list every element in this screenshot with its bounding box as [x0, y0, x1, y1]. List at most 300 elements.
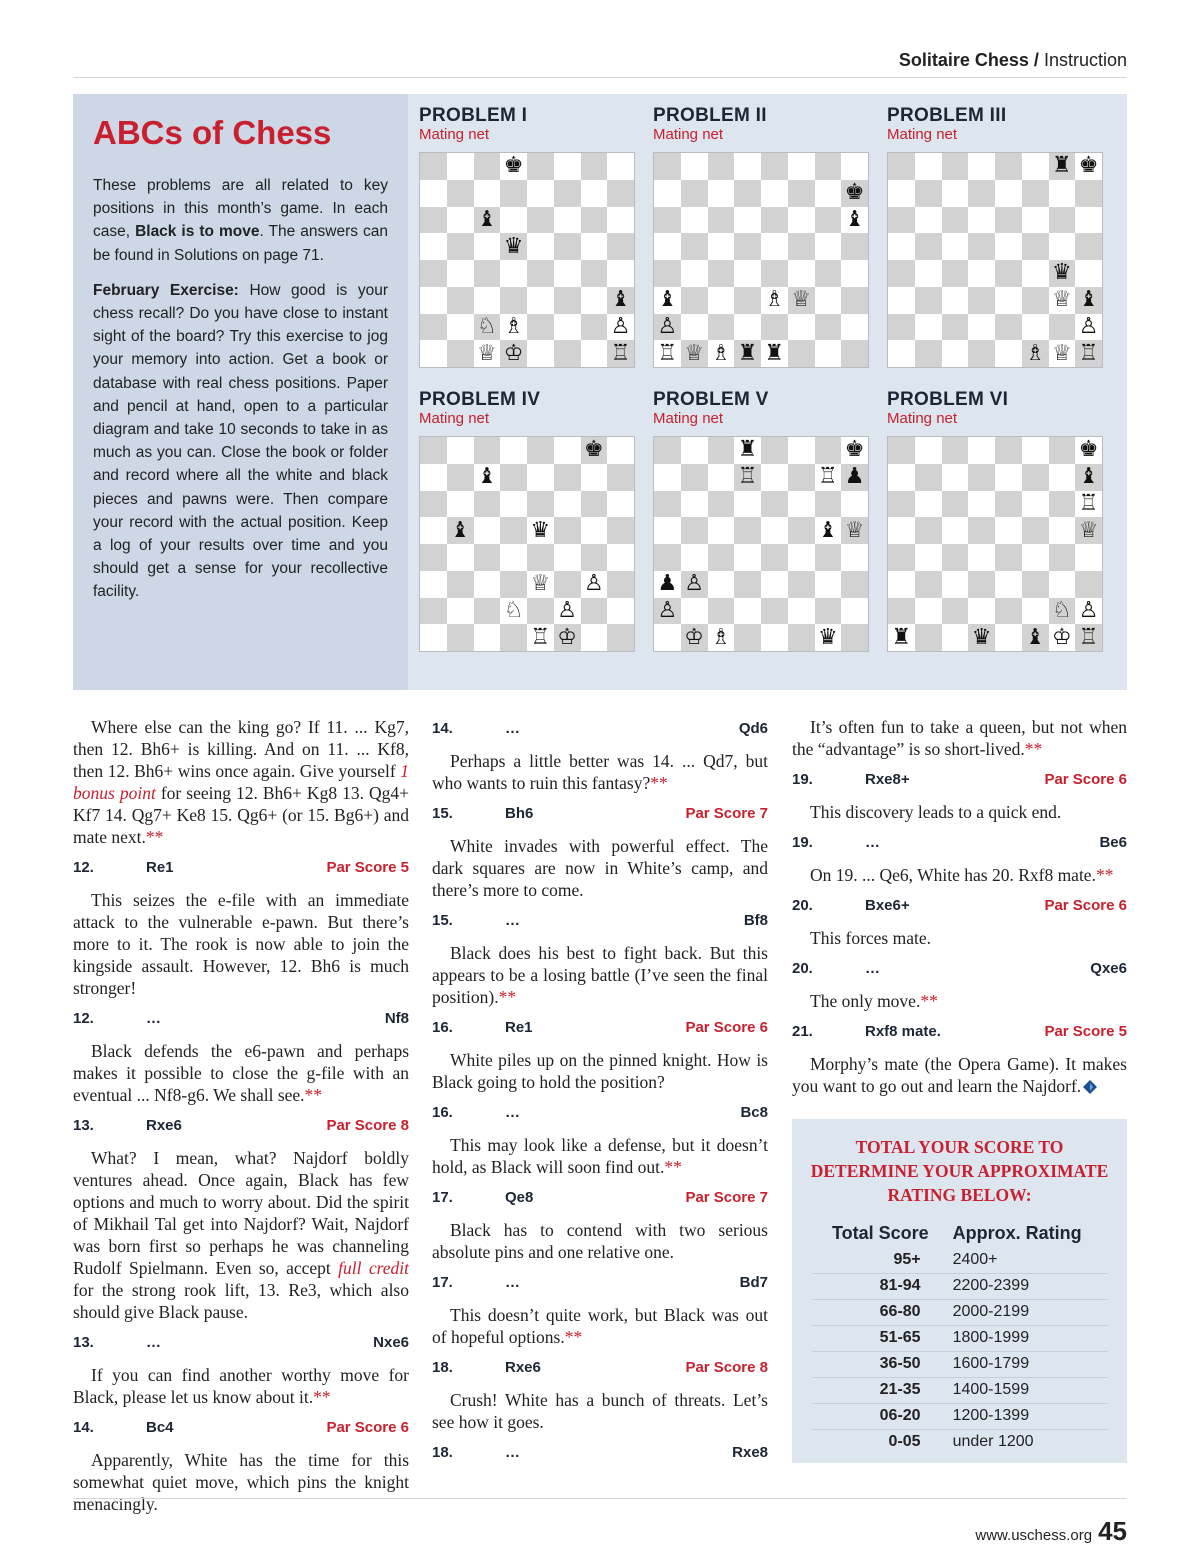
- board-square-h4: [841, 544, 868, 571]
- board-square-c5: [474, 233, 501, 260]
- board-square-a3: [654, 571, 681, 598]
- score-range: 66-80: [812, 1299, 953, 1325]
- table-row: [812, 1325, 1108, 1351]
- board-square-h1: [841, 340, 868, 367]
- board-square-b7: [915, 180, 942, 207]
- board-square-h6: [841, 207, 868, 234]
- board-square-b8: [915, 437, 942, 464]
- board-square-c5: [942, 233, 969, 260]
- board-square-d7: [500, 464, 527, 491]
- board-square-h2: [841, 598, 868, 625]
- board-square-g3: [1049, 571, 1076, 598]
- move-line: [432, 1442, 768, 1464]
- problem-subtitle: Mating net: [419, 126, 490, 143]
- paragraph: [432, 835, 768, 901]
- board-square-h6: [607, 207, 634, 234]
- board-square-b1: [681, 340, 708, 367]
- stars: **: [664, 1157, 682, 1177]
- board-square-e2: [995, 314, 1022, 341]
- board-square-d1: [734, 340, 761, 367]
- black-bishop-icon: ♝: [657, 287, 678, 313]
- black-bishop-icon: ♝: [844, 206, 865, 232]
- move: Qe8: [505, 1189, 534, 1206]
- board-square-b7: [681, 464, 708, 491]
- board-square-d1: [968, 624, 995, 651]
- chess-board: [653, 436, 869, 652]
- board-square-d1: [968, 340, 995, 367]
- board-square-e7: [761, 464, 788, 491]
- board-square-h4: [607, 260, 634, 287]
- black-queen-icon: ♛: [503, 233, 524, 259]
- board-square-e1: [527, 624, 554, 651]
- board-square-d3: [734, 287, 761, 314]
- board-square-f4: [1022, 260, 1049, 287]
- board-square-a7: [888, 464, 915, 491]
- black-king-icon: ♚: [1078, 153, 1099, 179]
- board-square-e7: [995, 464, 1022, 491]
- board-square-d6: [734, 491, 761, 518]
- board-square-g7: [815, 180, 842, 207]
- board-square-g8: [1049, 153, 1076, 180]
- board-square-g7: [1049, 464, 1076, 491]
- move: Rxe6: [505, 1359, 541, 1376]
- black-move: Nxe6: [373, 1334, 409, 1351]
- board-square-c7: [474, 180, 501, 207]
- board-square-d7: [500, 180, 527, 207]
- board-square-b6: [915, 207, 942, 234]
- problem-2: [653, 106, 869, 368]
- score-range: 06-20: [812, 1403, 953, 1429]
- exercise-paragraph: [93, 279, 388, 604]
- board-square-a4: [420, 260, 447, 287]
- board-square-d1: [734, 624, 761, 651]
- board-square-d5: [500, 233, 527, 260]
- white-rook-icon: ♖: [610, 340, 631, 366]
- board-square-b1: [447, 624, 474, 651]
- board-square-a6: [654, 207, 681, 234]
- board-square-b3: [447, 287, 474, 314]
- board-square-g4: [815, 544, 842, 571]
- text: White invades with powerful effect. The dark squares are now in White’s camp, and there’s more to come.: [432, 836, 768, 900]
- board-square-f6: [1022, 491, 1049, 518]
- board-square-e4: [761, 544, 788, 571]
- move-number: 12.: [73, 859, 94, 876]
- white-king-icon: ♔: [557, 624, 577, 650]
- move: Re1: [505, 1019, 533, 1036]
- board-square-c8: [474, 437, 501, 464]
- board-square-h5: [841, 517, 868, 544]
- board-square-g2: [581, 314, 608, 341]
- board-square-h2: [607, 314, 634, 341]
- board-square-b5: [915, 517, 942, 544]
- paragraph: [792, 990, 1127, 1012]
- intro-title: ABCs of Chess: [93, 114, 332, 151]
- board-square-g3: [815, 571, 842, 598]
- board-square-g7: [581, 180, 608, 207]
- paragraph: [432, 1304, 768, 1348]
- black-move: Be6: [1099, 834, 1127, 851]
- move: …: [865, 960, 880, 977]
- paragraph: [432, 1219, 768, 1263]
- problem-subtitle: Mating net: [887, 410, 958, 427]
- board-square-b2: [915, 314, 942, 341]
- board-square-g6: [581, 491, 608, 518]
- board-square-a6: [888, 207, 915, 234]
- problem-1: [419, 106, 635, 368]
- board-square-h1: [1075, 624, 1102, 651]
- board-square-f4: [788, 260, 815, 287]
- board-square-f5: [788, 517, 815, 544]
- board-square-h4: [1075, 544, 1102, 571]
- white-bishop-icon: ♗: [503, 313, 524, 339]
- board-square-c7: [474, 464, 501, 491]
- problem-subtitle: Mating net: [653, 410, 724, 427]
- board-square-g6: [815, 207, 842, 234]
- board-square-g4: [581, 544, 608, 571]
- score-range: 95+: [812, 1247, 953, 1273]
- board-square-b8: [681, 437, 708, 464]
- problem-title: PROBLEM V: [653, 389, 769, 410]
- problem-4: [419, 390, 635, 652]
- board-square-c1: [708, 340, 735, 367]
- board-square-c5: [708, 517, 735, 544]
- paragraph: [73, 1364, 409, 1408]
- text: What? I mean, what? Najdorf boldly ventures ahead. Once again, Black has few options and much to worry about. Did the spirit of Mikhail Tal get into Najdorf? Wait, Najdorf was born first so perhaps he was channeling Rudolf Spielmann. Even so, accept: [73, 1148, 409, 1278]
- black-rook-icon: ♜: [891, 624, 912, 650]
- chess-board: [419, 152, 635, 368]
- board-square-a2: [654, 314, 681, 341]
- board-square-e3: [995, 571, 1022, 598]
- rating-range: 1600-1799: [953, 1351, 1108, 1377]
- move-number: 21.: [792, 1023, 813, 1040]
- move: …: [505, 912, 520, 929]
- board-square-h6: [607, 491, 634, 518]
- move-line: [432, 803, 768, 825]
- board-square-h8: [1075, 153, 1102, 180]
- board-square-g3: [1049, 287, 1076, 314]
- score-rating-box: [792, 1119, 1127, 1463]
- par-score: Par Score 5: [326, 859, 409, 876]
- board-square-g4: [1049, 260, 1076, 287]
- board-square-e7: [527, 464, 554, 491]
- paragraph: [792, 1053, 1127, 1097]
- board-square-a6: [420, 491, 447, 518]
- move-number: 18.: [432, 1359, 453, 1376]
- text: This discovery leads to a quick end.: [810, 802, 1062, 822]
- board-square-g7: [815, 464, 842, 491]
- score-range: 51-65: [812, 1325, 953, 1351]
- board-square-c1: [942, 340, 969, 367]
- move-number: 17.: [432, 1274, 453, 1291]
- board-square-h7: [1075, 464, 1102, 491]
- board-square-g1: [815, 624, 842, 651]
- board-square-g3: [581, 287, 608, 314]
- board-square-h8: [607, 153, 634, 180]
- white-rook-icon: ♖: [657, 340, 678, 366]
- board-square-e5: [527, 517, 554, 544]
- full-credit-em: full credit: [338, 1258, 409, 1278]
- board-square-c6: [942, 207, 969, 234]
- black-move: Nf8: [384, 1010, 409, 1027]
- board-square-f2: [788, 598, 815, 625]
- move-line: [792, 832, 1127, 854]
- text: Black defends the e6-pawn and perhaps makes it possible to close the g-file with an eventual ... Nf8-g6. We shall see.: [73, 1041, 409, 1105]
- board-square-e7: [761, 180, 788, 207]
- black-bishop-icon: ♝: [1025, 624, 1045, 650]
- move-number: 16.: [432, 1019, 453, 1036]
- board-square-e2: [995, 598, 1022, 625]
- board-square-f3: [788, 287, 815, 314]
- board-square-a3: [654, 287, 681, 314]
- board-square-b3: [681, 287, 708, 314]
- board-square-g7: [1049, 180, 1076, 207]
- board-square-g2: [815, 314, 842, 341]
- rating-range: 1200-1399: [953, 1403, 1108, 1429]
- total-score-header: Total Score: [832, 1222, 929, 1243]
- board-square-d2: [500, 598, 527, 625]
- black-move: Bf8: [743, 912, 768, 929]
- stars: **: [1095, 865, 1114, 885]
- board-square-b3: [681, 571, 708, 598]
- board-square-a7: [888, 180, 915, 207]
- board-square-c3: [942, 287, 969, 314]
- board-square-a2: [654, 598, 681, 625]
- text: This seizes the e-file with an immediate attack to the vulnerable e-pawn. But there’s more to it. The rook is now able to join the kingside assault. However, 12. Bh6 is much stronger!: [73, 890, 409, 998]
- board-square-a5: [420, 233, 447, 260]
- board-square-a2: [420, 314, 447, 341]
- rating-range: 1400-1599: [953, 1377, 1108, 1403]
- board-square-c7: [942, 464, 969, 491]
- board-square-d8: [734, 153, 761, 180]
- board-square-g5: [1049, 517, 1076, 544]
- board-square-c3: [474, 571, 501, 598]
- board-square-e4: [527, 260, 554, 287]
- board-square-g8: [581, 153, 608, 180]
- board-square-b6: [915, 491, 942, 518]
- board-square-a7: [654, 180, 681, 207]
- par-score: Par Score 6: [1044, 897, 1127, 914]
- board-square-a5: [654, 517, 681, 544]
- black-queen-icon: ♛: [1052, 260, 1072, 286]
- board-square-c2: [708, 598, 735, 625]
- board-square-c5: [942, 517, 969, 544]
- board-square-h1: [607, 624, 634, 651]
- board-square-e2: [527, 314, 554, 341]
- board-square-h7: [841, 180, 868, 207]
- move-number: 20.: [792, 897, 813, 914]
- board-square-b4: [915, 544, 942, 571]
- move-line: [792, 769, 1127, 791]
- move-line: [73, 1008, 409, 1030]
- board-square-g6: [1049, 491, 1076, 518]
- board-square-b7: [447, 464, 474, 491]
- white-king-icon: ♔: [1052, 624, 1072, 650]
- move: …: [146, 1334, 161, 1351]
- board-square-h7: [607, 180, 634, 207]
- board-square-g1: [1049, 624, 1076, 651]
- board-square-c7: [708, 464, 735, 491]
- board-square-b5: [915, 233, 942, 260]
- move: Bxe6+: [865, 897, 910, 914]
- board-square-h5: [1075, 233, 1102, 260]
- problem-title: PROBLEM III: [887, 105, 1007, 126]
- text: This may look like a defense, but it doesn’t hold, as Black will soon find out.: [432, 1135, 768, 1177]
- board-square-c4: [942, 544, 969, 571]
- board-square-b4: [447, 544, 474, 571]
- paragraph: [432, 1134, 768, 1178]
- black-pawn-icon: ♟: [844, 464, 865, 490]
- board-square-b8: [915, 153, 942, 180]
- black-move: Bc8: [740, 1104, 768, 1121]
- chess-board: [419, 436, 635, 652]
- board-square-h7: [841, 464, 868, 491]
- white-pawn-icon: ♙: [610, 313, 631, 339]
- board-square-c6: [474, 491, 501, 518]
- board-square-b8: [681, 153, 708, 180]
- text: The only move.: [810, 991, 921, 1011]
- move-number: 19.: [792, 771, 813, 788]
- board-square-a5: [888, 517, 915, 544]
- board-square-h8: [607, 437, 634, 464]
- move-number: 14.: [73, 1419, 94, 1436]
- board-square-c5: [708, 233, 735, 260]
- board-square-f2: [1022, 598, 1049, 625]
- move-line: [792, 958, 1127, 980]
- board-square-c1: [942, 624, 969, 651]
- board-square-h8: [841, 153, 868, 180]
- footer-url[interactable]: www.uschess.org: [975, 1527, 1093, 1544]
- board-square-c6: [708, 491, 735, 518]
- text: On 19. ... Qe6, White has 20. Rxf8 mate.: [810, 865, 1096, 885]
- board-square-d3: [968, 287, 995, 314]
- board-square-h4: [1075, 260, 1102, 287]
- paragraph: [792, 864, 1127, 886]
- board-square-g2: [1049, 598, 1076, 625]
- board-square-f8: [554, 437, 581, 464]
- board-square-d3: [500, 571, 527, 598]
- board-square-d7: [968, 180, 995, 207]
- board-square-h2: [841, 314, 868, 341]
- board-square-c6: [708, 207, 735, 234]
- paragraph: [432, 1049, 768, 1093]
- stars: **: [304, 1085, 323, 1105]
- board-square-d7: [734, 464, 761, 491]
- board-square-a4: [654, 544, 681, 571]
- board-square-h3: [607, 571, 634, 598]
- white-king-icon: ♔: [503, 340, 524, 366]
- black-move: Qd6: [738, 720, 768, 737]
- move: …: [146, 1010, 161, 1027]
- white-pawn-icon: ♙: [684, 571, 704, 597]
- board-square-d4: [500, 260, 527, 287]
- board-square-h5: [841, 233, 868, 260]
- score-range: 81-94: [812, 1273, 953, 1299]
- board-square-a4: [888, 544, 915, 571]
- paragraph: [73, 1147, 409, 1323]
- intro-box: [73, 94, 408, 690]
- text: Crush! White has a bunch of threats. Let’s see how it goes.: [432, 1390, 768, 1432]
- move: Rxf8 mate.: [865, 1023, 941, 1040]
- board-square-a6: [654, 491, 681, 518]
- board-square-b5: [681, 233, 708, 260]
- board-square-b6: [447, 207, 474, 234]
- page-footer: [975, 1516, 1127, 1547]
- board-square-f5: [1022, 233, 1049, 260]
- table-row: [812, 1403, 1108, 1429]
- black-queen-icon: ♛: [530, 517, 551, 543]
- intro-text-b: . The answers can be found in Solutions on page 71.: [93, 223, 388, 264]
- board-square-h8: [841, 437, 868, 464]
- problems-panel: [73, 94, 1127, 690]
- board-square-h8: [1075, 437, 1102, 464]
- white-rook-icon: ♖: [1078, 340, 1099, 366]
- stars: **: [920, 991, 938, 1011]
- board-square-e8: [761, 153, 788, 180]
- move-line: [73, 1417, 409, 1439]
- board-square-f2: [554, 314, 581, 341]
- white-queen-icon: ♕: [791, 287, 811, 313]
- board-square-f1: [554, 624, 581, 651]
- board-square-c2: [942, 314, 969, 341]
- board-square-f1: [1022, 624, 1049, 651]
- rating-range: 2400+: [953, 1247, 1108, 1273]
- board-square-d6: [968, 491, 995, 518]
- move-number: 13.: [73, 1117, 94, 1134]
- board-square-e2: [761, 314, 788, 341]
- board-square-c2: [708, 314, 735, 341]
- board-square-f8: [1022, 437, 1049, 464]
- rating-table: [812, 1219, 1108, 1455]
- board-square-e1: [995, 624, 1022, 651]
- chess-board: [887, 152, 1103, 368]
- bonus-point-em: 1 bonus point: [73, 761, 409, 803]
- board-square-c3: [474, 287, 501, 314]
- board-square-d8: [500, 437, 527, 464]
- exercise-text: How good is your chess recall? Do you have close to instant sight of the board? Try this exercise to jog your memory into action. Get a book or database with real chess positions. Paper and pencil at hand, open to a particular diagram and take 10 seconds to take in as much as you can. Close the book or folder and record where all the white and black pieces and pawns were. Then compare your record with the actual position. Keep a log of your results over time and you should get a sense for your recollective facility.: [93, 281, 389, 601]
- problem-subtitle: Mating net: [653, 126, 724, 143]
- board-square-e1: [761, 340, 788, 367]
- paragraph: [792, 801, 1127, 823]
- move-number: 15.: [432, 912, 453, 929]
- move: Bh6: [505, 805, 534, 822]
- white-pawn-icon: ♙: [657, 313, 678, 339]
- board-square-f4: [554, 260, 581, 287]
- article-column-3: [792, 716, 1127, 1106]
- par-score: Par Score 6: [1044, 771, 1127, 788]
- board-square-f6: [554, 491, 581, 518]
- rating-range: 2000-2199: [953, 1299, 1108, 1325]
- board-square-h6: [1075, 207, 1102, 234]
- black-king-icon: ♚: [844, 180, 865, 206]
- white-pawn-icon: ♙: [1078, 313, 1099, 339]
- paragraph: [432, 942, 768, 1008]
- board-square-b4: [915, 260, 942, 287]
- board-square-a2: [420, 598, 447, 625]
- paragraph: [73, 1449, 409, 1515]
- board-square-b6: [681, 491, 708, 518]
- white-pawn-icon: ♙: [557, 597, 577, 623]
- board-square-e4: [761, 260, 788, 287]
- white-rook-icon: ♖: [737, 464, 758, 490]
- par-score: Par Score 5: [1044, 1023, 1127, 1040]
- board-square-d2: [500, 314, 527, 341]
- board-square-a1: [420, 340, 447, 367]
- text: for seeing 12. Bh6+ Kg8 13. Qg4+ Kf7 14. Qg7+ Ke8 15. Qg6+ (or 15. Bg6+) and mate next.: [73, 783, 409, 847]
- move-line: [73, 857, 409, 879]
- white-pawn-icon: ♙: [657, 597, 678, 623]
- board-square-f4: [788, 544, 815, 571]
- text: Where else can the king go? If 11. ... Kg7, then 12. Bh6+ is killing. And on 11. ... Kf8, then 12. Bh6+ wins once again. Give yourself: [73, 717, 409, 781]
